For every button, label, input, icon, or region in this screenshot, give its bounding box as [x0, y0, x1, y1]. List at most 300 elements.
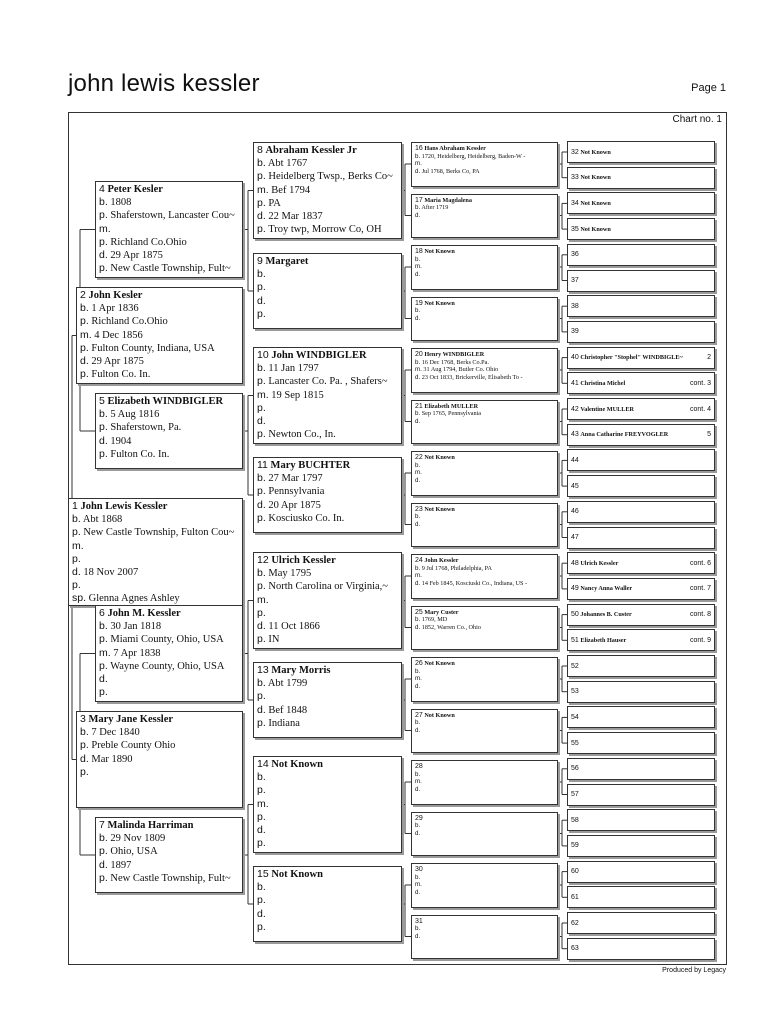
person-header	[257, 868, 398, 881]
person-header	[257, 144, 398, 157]
person-detail-row	[257, 881, 398, 894]
detail-prefix: p.	[99, 421, 108, 434]
detail-prefix: d.	[415, 270, 421, 278]
detail-value: 9 Jul 1768, Philadelphia, PA	[421, 564, 492, 572]
person-number: 16	[415, 145, 423, 152]
detail-prefix: b.	[415, 667, 421, 675]
person-detail-row	[99, 408, 239, 421]
detail-prefix: p.	[99, 447, 108, 460]
person-box-54[interactable]	[567, 706, 715, 728]
person-number: 7	[99, 819, 105, 831]
person-detail-row	[257, 472, 398, 485]
person-name: Anna Catharine FREYVOGLER	[580, 431, 669, 439]
person-number: 11	[257, 459, 268, 471]
person-number: 29	[415, 814, 423, 822]
person-box-46[interactable]	[567, 501, 715, 523]
detail-value: 1 Apr 1836	[91, 303, 139, 315]
person-box-36[interactable]	[567, 244, 715, 266]
detail-prefix: b.	[415, 616, 421, 624]
person-detail-row	[80, 302, 239, 315]
person-header	[99, 395, 239, 408]
detail-prefix: b.	[415, 925, 421, 933]
person-name: John Kesler	[88, 290, 143, 301]
person-detail-row	[415, 572, 554, 580]
person-box-52[interactable]	[567, 655, 715, 677]
person-box-33[interactable]	[567, 167, 715, 189]
person-number: 28	[415, 763, 423, 770]
person-header	[571, 251, 579, 258]
continuation-label: cont. 3	[689, 379, 711, 387]
detail-prefix: p.	[257, 428, 266, 441]
person-detail-row	[415, 624, 554, 632]
person-header	[415, 248, 554, 256]
person-detail-row	[257, 633, 398, 646]
person-box-17[interactable]	[411, 194, 558, 238]
person-detail-row	[415, 374, 554, 382]
detail-value: Pennsylvania	[268, 486, 325, 498]
person-detail-row	[415, 565, 554, 573]
person-detail-row	[99, 448, 239, 461]
detail-prefix: m.	[415, 160, 422, 168]
person-number: 48	[571, 559, 579, 567]
detail-value: Richland Co.Ohio	[91, 316, 168, 328]
person-detail-row	[257, 210, 398, 223]
person-detail-row	[415, 204, 554, 212]
detail-prefix: p.	[99, 209, 108, 222]
person-header	[257, 664, 398, 677]
person-name: Nancy Anna Waller	[580, 585, 633, 593]
person-box-42[interactable]	[567, 398, 715, 420]
person-detail-row	[415, 786, 554, 794]
detail-prefix: b.	[99, 832, 108, 845]
detail-prefix: p.	[99, 845, 108, 858]
person-number: 8	[257, 144, 263, 156]
detail-prefix: m.	[415, 572, 422, 580]
person-box-10[interactable]	[253, 347, 402, 444]
detail-prefix: m.	[415, 469, 422, 477]
detail-prefix: d.	[415, 932, 421, 940]
person-detail-row	[415, 830, 554, 838]
detail-prefix: m.	[99, 646, 111, 659]
person-detail-row	[415, 462, 554, 470]
detail-prefix: p.	[99, 871, 108, 884]
person-detail-row	[415, 315, 554, 323]
person-detail-row	[415, 212, 554, 220]
detail-prefix: m.	[415, 263, 422, 271]
detail-prefix: b.	[99, 196, 108, 209]
person-header	[571, 842, 579, 849]
detail-prefix: b.	[257, 157, 266, 170]
person-box-15[interactable]	[253, 866, 402, 942]
detail-prefix: p.	[257, 281, 266, 294]
person-detail-row	[80, 329, 239, 342]
person-header	[571, 585, 632, 592]
person-header	[571, 277, 579, 284]
person-box-13[interactable]	[253, 662, 402, 738]
detail-prefix: b.	[257, 472, 266, 485]
person-detail-row	[72, 566, 239, 579]
detail-prefix: d.	[257, 415, 266, 428]
person-number: 27	[415, 711, 423, 719]
person-box-28[interactable]	[411, 760, 558, 805]
person-number: 33	[571, 174, 579, 182]
detail-value: 11 Oct 1866	[268, 621, 320, 633]
person-name: Christina Michel	[580, 379, 626, 387]
person-detail-row	[80, 342, 239, 355]
person-detail-row	[72, 513, 239, 526]
person-header	[571, 945, 579, 952]
person-detail-row	[257, 157, 398, 170]
person-box-6[interactable]	[95, 605, 243, 702]
person-box-4[interactable]	[95, 181, 243, 278]
person-number: 47	[571, 534, 579, 541]
person-box-37[interactable]	[567, 270, 715, 292]
detail-prefix: p.	[80, 315, 89, 328]
person-box-53[interactable]	[567, 681, 715, 703]
detail-prefix: m.	[257, 593, 269, 606]
detail-prefix: d.	[415, 785, 421, 793]
detail-prefix: d.	[415, 314, 421, 322]
person-detail-row	[99, 872, 239, 885]
detail-value: Fulton Co. In.	[110, 448, 170, 460]
person-detail-row	[257, 837, 398, 850]
person-box-27[interactable]	[411, 709, 558, 753]
person-name: John M. Kessler	[107, 608, 181, 619]
person-detail-row	[99, 633, 239, 646]
person-detail-row	[415, 933, 554, 941]
person-name: Not Known	[424, 454, 455, 461]
detail-prefix: p.	[72, 526, 81, 539]
person-box-2[interactable]	[76, 287, 243, 384]
person-box-12[interactable]	[253, 552, 402, 649]
detail-prefix: d.	[257, 498, 266, 511]
detail-prefix: b.	[415, 255, 421, 263]
person-name: Not Known	[424, 505, 455, 513]
detail-prefix: d.	[80, 355, 89, 368]
person-box-11[interactable]	[253, 457, 402, 533]
person-box-41[interactable]	[567, 372, 715, 394]
detail-prefix: d.	[415, 167, 421, 175]
detail-value: 7 Dec 1840	[91, 727, 140, 739]
person-number: 62	[571, 919, 579, 927]
person-box-48[interactable]	[567, 552, 715, 574]
person-number: 2	[80, 289, 86, 301]
person-number: 4	[99, 183, 105, 195]
person-number: 14	[257, 758, 269, 770]
person-header	[571, 303, 579, 310]
person-box-29[interactable]	[411, 812, 558, 856]
person-box-22[interactable]	[411, 451, 558, 496]
detail-prefix: p.	[257, 633, 266, 646]
person-box-45[interactable]	[567, 475, 715, 497]
detail-prefix: d.	[257, 294, 266, 307]
detail-value: 1808	[110, 197, 132, 209]
detail-value: Indiana	[268, 717, 300, 729]
person-number: 35	[571, 225, 579, 233]
person-box-34[interactable]	[567, 192, 715, 214]
person-number: 32	[571, 148, 579, 156]
person-header	[571, 920, 579, 927]
person-box-21[interactable]	[411, 400, 558, 444]
detail-value: Ohio, USA	[110, 846, 158, 858]
person-detail-row	[415, 616, 554, 624]
person-header	[415, 660, 554, 668]
detail-prefix: sp.	[72, 592, 87, 605]
person-header	[571, 354, 683, 361]
person-number: 5	[99, 395, 105, 407]
detail-prefix: d.	[415, 520, 421, 528]
detail-prefix: m.	[99, 222, 111, 235]
detail-value: After 1719	[421, 204, 449, 212]
detail-prefix: b.	[257, 881, 266, 894]
person-detail-row	[80, 368, 239, 381]
person-detail-row	[72, 592, 239, 605]
person-header	[571, 431, 668, 438]
person-box-35[interactable]	[567, 218, 715, 240]
person-box-25[interactable]	[411, 606, 558, 650]
person-header	[571, 765, 579, 772]
detail-value: 22 Mar 1837	[268, 211, 323, 223]
person-number: 25	[415, 608, 423, 616]
detail-value: Abt 1868	[82, 514, 123, 526]
person-detail-row	[415, 256, 554, 264]
detail-prefix: b.	[415, 358, 421, 366]
person-name: Not Known	[580, 148, 611, 156]
person-detail-row	[415, 469, 554, 477]
person-detail-row	[415, 410, 554, 418]
detail-prefix: m.	[257, 797, 269, 810]
continuation-label: 5	[707, 431, 711, 439]
person-detail-row	[257, 894, 398, 907]
person-header	[571, 534, 579, 541]
detail-value: Abt 1799	[267, 678, 308, 690]
detail-prefix: b.	[257, 362, 266, 375]
person-detail-row	[257, 184, 398, 197]
person-box-19[interactable]	[411, 297, 558, 341]
person-name: John Kessler	[424, 557, 459, 564]
person-detail-row	[72, 553, 239, 566]
detail-prefix: p.	[80, 739, 89, 752]
person-name: Elizabeth WINDBIGLER	[107, 396, 224, 407]
person-box-44[interactable]	[567, 449, 715, 471]
detail-value: Kosciusko Co. In.	[268, 512, 345, 524]
continuation-label: cont. 8	[689, 611, 711, 619]
person-box-39[interactable]	[567, 321, 715, 343]
person-number: 1	[72, 500, 78, 512]
person-header	[571, 611, 632, 618]
person-box-61[interactable]	[567, 886, 715, 908]
person-detail-row	[415, 366, 554, 374]
person-box-14[interactable]	[253, 756, 402, 853]
detail-prefix: d.	[415, 888, 421, 896]
detail-prefix: b.	[257, 677, 266, 690]
detail-prefix: m.	[72, 539, 84, 552]
person-header	[571, 406, 634, 413]
person-header	[415, 763, 554, 771]
person-detail-row	[257, 362, 398, 375]
person-name: Margaret	[265, 256, 309, 267]
person-number: 56	[571, 765, 579, 773]
detail-prefix: d.	[99, 249, 108, 262]
person-number: 40	[571, 354, 579, 362]
person-box-58[interactable]	[567, 809, 715, 831]
person-detail-row	[99, 236, 239, 249]
person-detail-row	[257, 798, 398, 811]
chart-title: john lewis kessler	[68, 70, 260, 97]
detail-value: May 1795	[268, 568, 312, 580]
person-box-20[interactable]	[411, 348, 558, 393]
person-box-40[interactable]	[567, 347, 715, 369]
person-detail-row	[257, 281, 398, 294]
person-number: 6	[99, 607, 105, 619]
detail-prefix: b.	[415, 204, 421, 212]
detail-value: Glenna Agnes Ashley	[88, 593, 180, 605]
person-number: 26	[415, 660, 423, 667]
person-number: 53	[571, 688, 579, 696]
person-box-7[interactable]	[95, 817, 243, 893]
detail-prefix: b.	[80, 302, 89, 315]
person-detail-row	[257, 402, 398, 415]
person-box-1[interactable]	[68, 498, 243, 606]
detail-prefix: m.	[415, 881, 422, 889]
person-number: 59	[571, 842, 579, 850]
person-box-30[interactable]	[411, 863, 558, 908]
person-box-62[interactable]	[567, 912, 715, 934]
person-name: Mary Morris	[271, 665, 331, 676]
person-header	[571, 226, 611, 233]
person-header	[257, 758, 398, 771]
detail-value: Bef 1794	[271, 184, 311, 196]
detail-prefix: p.	[257, 375, 266, 388]
person-header	[72, 500, 239, 513]
detail-prefix: p.	[257, 307, 266, 320]
detail-value: 29 Apr 1875	[91, 356, 144, 368]
detail-prefix: d.	[257, 907, 266, 920]
detail-prefix: m.	[415, 675, 422, 683]
person-box-49[interactable]	[567, 578, 715, 600]
person-header	[99, 183, 239, 196]
person-header	[571, 817, 579, 824]
person-detail-row	[257, 389, 398, 402]
person-number: 51	[571, 636, 579, 644]
person-box-59[interactable]	[567, 835, 715, 857]
detail-prefix: d.	[415, 417, 421, 425]
detail-prefix: p.	[80, 765, 89, 778]
person-header	[571, 200, 611, 207]
detail-prefix: d.	[415, 682, 421, 690]
person-detail-row	[80, 315, 239, 328]
person-box-26[interactable]	[411, 657, 558, 702]
person-detail-row	[257, 908, 398, 921]
person-detail-row	[257, 170, 398, 183]
person-box-8[interactable]	[253, 142, 402, 239]
person-box-24[interactable]	[411, 554, 558, 599]
person-box-51[interactable]	[567, 629, 715, 651]
person-box-50[interactable]	[567, 604, 715, 626]
person-detail-row	[415, 271, 554, 279]
detail-prefix: d.	[415, 373, 421, 381]
person-header	[571, 688, 579, 695]
detail-prefix: p.	[257, 485, 266, 498]
person-box-5[interactable]	[95, 393, 243, 469]
person-number: 44	[571, 456, 579, 464]
person-detail-row	[72, 526, 239, 539]
person-box-43[interactable]	[567, 424, 715, 446]
detail-prefix: d.	[99, 858, 108, 871]
detail-prefix: b.	[257, 268, 266, 281]
person-box-9[interactable]	[253, 253, 402, 329]
detail-value: Abt 1767	[267, 158, 308, 170]
person-detail-row	[257, 824, 398, 837]
person-header	[415, 866, 554, 874]
person-box-31[interactable]	[411, 915, 558, 959]
person-detail-row	[99, 620, 239, 633]
person-box-23[interactable]	[411, 503, 558, 547]
person-box-57[interactable]	[567, 784, 715, 806]
person-box-47[interactable]	[567, 527, 715, 549]
person-header	[571, 149, 611, 156]
detail-prefix: p.	[257, 690, 266, 703]
detail-prefix: p.	[257, 920, 266, 933]
detail-value: 31 Aug 1794, Butler Co. Ohio	[423, 366, 499, 374]
detail-value: Shaferstown, Lancaster Cou~	[110, 210, 235, 222]
person-header	[571, 560, 618, 567]
detail-value: IN	[268, 634, 280, 646]
person-header	[257, 349, 398, 362]
detail-value: Heidelberg Twsp., Berks Co~	[268, 171, 393, 183]
person-box-18[interactable]	[411, 245, 558, 290]
person-header	[415, 197, 554, 205]
person-box-16[interactable]	[411, 142, 558, 187]
person-header	[257, 255, 398, 268]
detail-value: Miami County, Ohio, USA	[110, 634, 224, 646]
person-number: 34	[571, 199, 579, 207]
detail-prefix: p.	[99, 262, 108, 275]
person-header	[415, 815, 554, 823]
person-number: 3	[80, 713, 86, 725]
person-header	[571, 637, 626, 644]
person-detail-row	[415, 719, 554, 727]
person-detail-row	[257, 375, 398, 388]
person-detail-row	[415, 925, 554, 933]
detail-prefix: d.	[257, 703, 266, 716]
person-detail-row	[257, 428, 398, 441]
detail-prefix: d.	[257, 824, 266, 837]
detail-value: 16 Dec 1768, Berks Co.Pa.	[421, 358, 489, 366]
person-box-56[interactable]	[567, 758, 715, 780]
detail-value: Fulton County, Indiana, USA	[91, 342, 215, 354]
person-box-38[interactable]	[567, 295, 715, 317]
person-detail-row	[99, 223, 239, 236]
detail-prefix: d.	[415, 579, 421, 587]
person-detail-row	[257, 415, 398, 428]
detail-value: PA	[268, 197, 281, 209]
person-box-60[interactable]	[567, 861, 715, 883]
person-number: 17	[415, 196, 423, 204]
detail-prefix: b.	[415, 461, 421, 469]
person-box-3[interactable]	[76, 711, 243, 808]
person-detail-row	[415, 771, 554, 779]
person-detail-row	[415, 307, 554, 315]
person-number: 39	[571, 328, 579, 336]
person-box-63[interactable]	[567, 938, 715, 960]
person-header	[99, 607, 239, 620]
person-box-32[interactable]	[567, 141, 715, 163]
person-box-55[interactable]	[567, 732, 715, 754]
detail-value: 23 Oct 1833, Brickerville, Elisabeth To -	[421, 373, 523, 381]
detail-prefix: p.	[257, 170, 266, 183]
person-detail-row	[257, 921, 398, 934]
